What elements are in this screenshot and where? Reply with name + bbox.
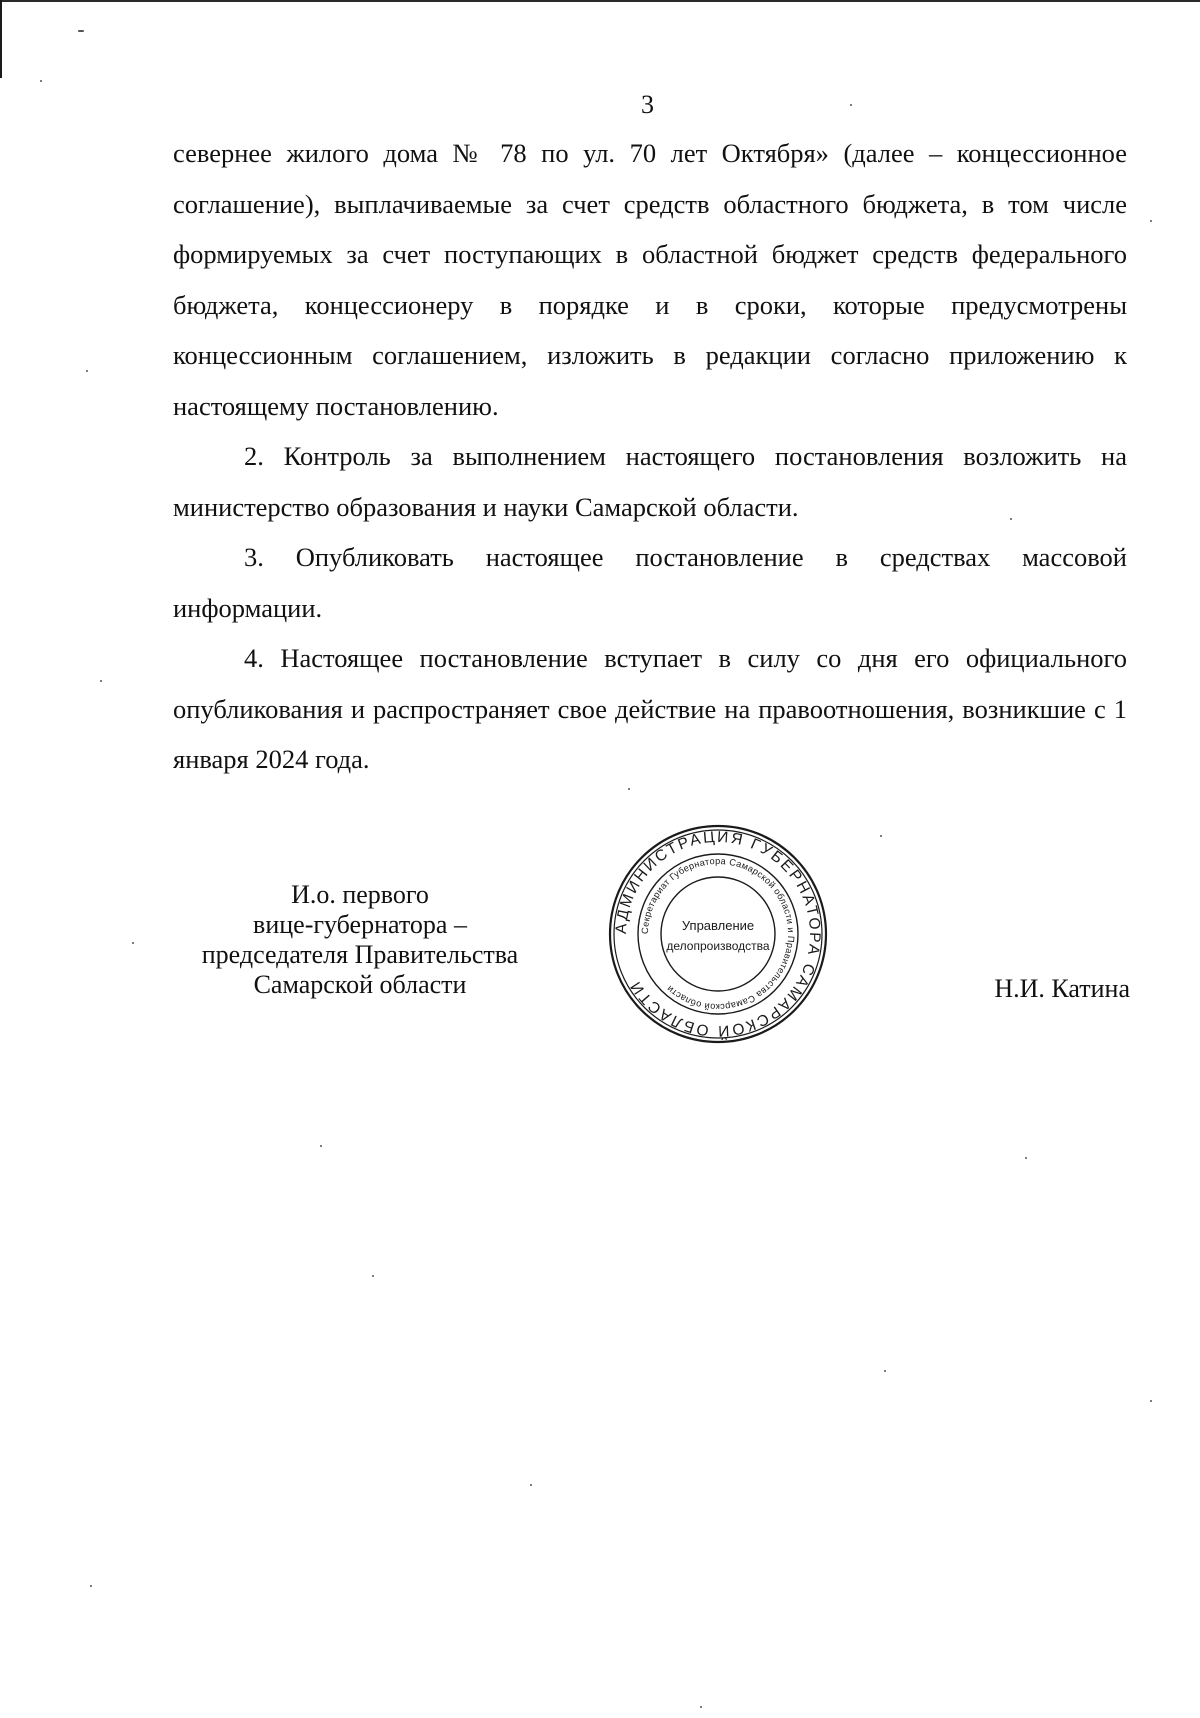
scan-speck <box>884 1370 886 1372</box>
signer-name: Н.И. Катина <box>994 974 1130 1003</box>
scan-speck <box>850 104 852 106</box>
scan-speck <box>628 788 630 790</box>
scan-speck <box>1150 1400 1152 1402</box>
document-body <box>173 128 1127 785</box>
scan-left-edge-mark <box>0 0 2 78</box>
scan-speck <box>132 942 134 944</box>
scan-top-border <box>0 0 1200 2</box>
paragraph-item-3: 3. Опубликовать настоящее постановление в средствах массовой информации. <box>173 542 1127 623</box>
scan-speck <box>86 370 88 372</box>
scan-speck <box>880 835 882 837</box>
page-number: 3 <box>641 90 654 119</box>
scan-speck <box>700 1706 702 1708</box>
scan-speck <box>40 80 42 82</box>
seal-center-line-2: делопроизводства <box>666 939 770 953</box>
seal-center-line-1: Управление <box>681 918 755 933</box>
paragraph-item-4: 4. Настоящее постановление вступает в силу со дня его официального опубликования и распространяет свое действие на правоотношения, возникшие с 1 января 2024 года. <box>173 643 1127 774</box>
scan-speck <box>100 680 102 682</box>
signer-position-line: вице-губернатора – <box>253 910 467 939</box>
scan-speck <box>320 1145 322 1147</box>
scan-speck <box>1010 518 1012 520</box>
scan-speck <box>1150 220 1152 222</box>
seal-middle-text: Секретариат Губернатора Самарской области и Правительства Самарской области <box>639 855 797 1013</box>
signer-position <box>180 880 540 1000</box>
seal-outer-text: АДМИНИСТРАЦИЯ ГУБЕРНАТОРА САМАРСКОЙ ОБЛАСТИ <box>612 828 824 1040</box>
scan-speck <box>372 1275 374 1277</box>
paragraph-continuation: севернее жилого дома № 78 по ул. 70 лет Октября» (далее – концессионное соглашение), выплачиваемые за счет средств областного бюджета, в том числе формируемых за счет поступающих в областной бюджет средств федерального бюджета, концессионеру в порядке и в сроки, которые предусмотрены концессионным соглашением, изложить в редакции согласно приложению к настоящему постановлению. <box>173 138 1127 421</box>
scan-speck <box>530 1484 532 1486</box>
signer-position-line: И.о. первого <box>291 880 429 909</box>
scan-speck <box>1025 1157 1027 1159</box>
paragraph-item-2: 2. Контроль за выполнением настоящего постановления возложить на министерство образования и науки Самарской области. <box>173 441 1127 522</box>
svg-text:Секретариат Губернатора Самарс <box>640 856 796 1012</box>
signer-position-line: председателя Правительства <box>201 940 519 969</box>
scan-speck <box>78 30 84 32</box>
scan-speck <box>90 1585 92 1587</box>
signer-position-line: Самарской области <box>253 970 467 999</box>
official-seal-stamp <box>606 822 830 1046</box>
